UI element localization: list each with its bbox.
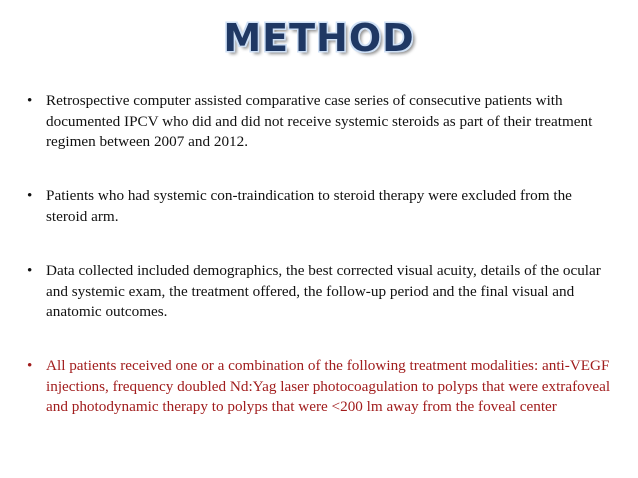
bullet-text: All patients received one or a combination of the following treatment modalities: anti-VEGF injections, frequency doubled Nd:Yag laser photocoagulation to polyps that were extrafoveal and photodynamic therapy to polyps that were <200 lm away from the foveal center: [46, 357, 611, 415]
bullet-item-exclusion: [27, 186, 612, 227]
bullet-item-study-design: [27, 91, 612, 153]
bullet-text: Patients who had systemic con-traindication to steroid therapy were excluded from the steroid arm.: [46, 187, 572, 225]
bullet-marker: •: [27, 92, 33, 109]
bullet-marker: •: [27, 262, 33, 279]
slide-title: METHOD: [223, 16, 415, 60]
bullet-text: Data collected included demographics, the best corrected visual acuity, details of the ocular and systemic exam, the treatment offered, the follow-up period and the final visual and anatomic outcomes.: [46, 262, 601, 320]
bullet-marker: •: [27, 357, 33, 374]
bullet-text: Retrospective computer assisted comparative case series of consecutive patients with documented IPCV who did and did not receive systemic steroids as part of their treatment regimen between 2007 and 2012.: [46, 92, 593, 150]
bullet-item-treatment: [27, 356, 612, 418]
bullet-item-data-collected: [27, 261, 612, 323]
bullet-marker: •: [27, 187, 33, 204]
